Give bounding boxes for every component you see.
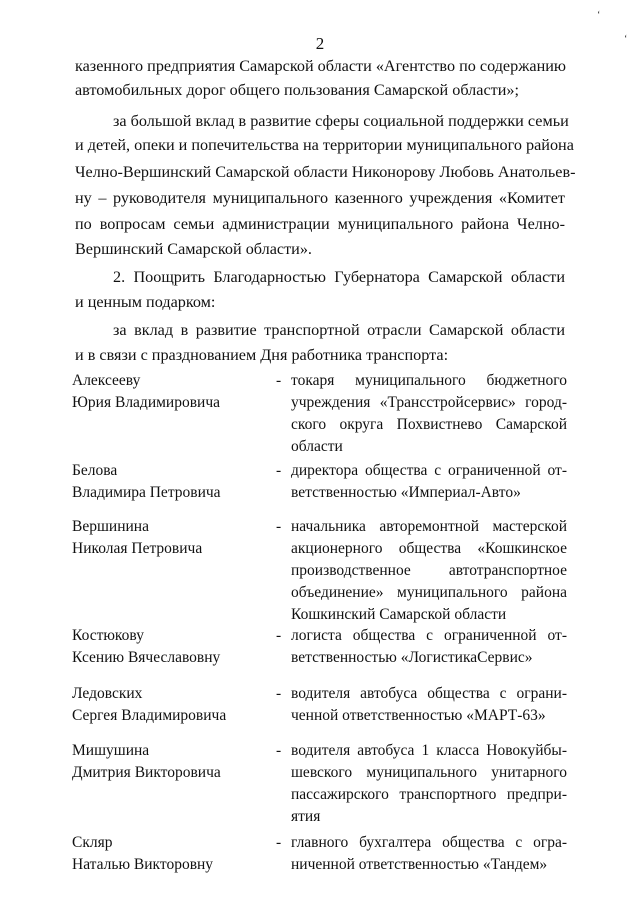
awardee-surname: Мишушина (72, 742, 150, 759)
paragraph-line: Челно-Вершинский Самарской области Никонорову Любовь Анатольев- (75, 163, 576, 181)
awardee-surname: Скляр (72, 834, 113, 851)
awardee-given-names: Юрия Владимировича (72, 394, 221, 411)
paragraph-line: ну – руководителя муниципального казенного учреждения «Комитет (75, 189, 565, 207)
position-line: акционерного общества «Кошкинское (291, 540, 567, 557)
paragraph-line: и детей, опеки и попечительства на территории муниципального района (75, 136, 574, 154)
dash-separator: - (276, 627, 282, 644)
paragraph-line: и в связи с празднованием Дня работника транспорта: (75, 346, 449, 364)
position-line: производственное автотранспортное (291, 562, 567, 579)
awardee-position (291, 370, 567, 458)
page-number: 2 (315, 34, 325, 53)
paragraph-line: и ценным подарком: (75, 293, 216, 311)
paragraph-line: за вклад в развитие транспортной отрасли Самарской области (113, 321, 565, 339)
dash-separator: - (276, 834, 282, 851)
awardee-position (291, 832, 567, 876)
paragraph-line: по вопросам семьи администрации муниципального района Челно- (75, 215, 565, 233)
position-line: учреждения «Трансстройсервис» город- (291, 394, 567, 411)
awardee-position (291, 516, 567, 626)
position-line: шевского муниципального унитарного (291, 764, 567, 781)
paragraph-line: 2. Поощрить Благодарностью Губернатора Самарской области (113, 268, 565, 286)
awardee-surname: Белова (72, 462, 118, 479)
position-line: водителя автобуса общества с ограни- (291, 685, 567, 702)
position-line: логиста общества с ограниченной от- (291, 627, 567, 644)
awardee-surname: Ледовских (72, 685, 143, 702)
awardee-position (291, 740, 567, 828)
position-line: главного бухгалтера общества с огра- (291, 834, 567, 851)
awardee-surname: Вершинина (72, 518, 149, 535)
position-line: ского округа Похвистнево Самарской (291, 416, 567, 433)
position-line: директора общества с ограниченной от- (291, 462, 567, 479)
dash-separator: - (276, 742, 282, 759)
corner-mark: ‘ (624, 34, 628, 45)
paragraph-line: Вершинский Самарской области». (75, 240, 312, 258)
dash-separator: - (276, 518, 282, 535)
awardee-position (291, 683, 567, 727)
position-line: токаря муниципального бюджетного (291, 372, 567, 389)
position-line: области (291, 438, 343, 455)
position-line: ветственностью «ЛогистикаСервис» (291, 649, 533, 666)
position-line: Кошкинский Самарской области (291, 606, 507, 623)
awardee-given-names: Владимира Петровича (72, 484, 221, 501)
awardee-position (291, 625, 567, 669)
awardee-given-names: Ксению Вячеславовну (72, 649, 221, 666)
paragraph-line: за большой вклад в развитие сферы социальной поддержки семьи (113, 112, 569, 130)
awardee-given-names: Дмитрия Викторовича (72, 764, 221, 781)
awardee-surname: Алексееву (72, 372, 141, 389)
position-line: ятия (291, 808, 321, 825)
position-line: объединение» муниципального района (291, 584, 567, 601)
position-line: ветственностью «Империал-Авто» (291, 484, 521, 501)
paragraph-line: казенного предприятия Самарской области «Агентство по содержанию (75, 57, 566, 75)
awardee-surname: Костюкову (72, 627, 144, 644)
position-line: пассажирского транспортного предпри- (291, 786, 567, 803)
awardee-given-names: Сергея Владимировича (72, 707, 227, 724)
dash-separator: - (276, 462, 282, 479)
position-line: ниченной ответственностью «Тандем» (291, 856, 548, 873)
awardee-position (291, 460, 567, 504)
awardee-given-names: Николая Петровича (72, 540, 203, 557)
dash-separator: - (276, 685, 282, 702)
position-line: ченной ответственностью «МАРТ-63» (291, 707, 546, 724)
position-line: водителя автобуса 1 класса Новокуйбы- (291, 742, 567, 759)
position-line: начальника авторемонтной мастерской (291, 518, 567, 535)
paragraph-line: автомобильных дорог общего пользования Самарской области»; (75, 81, 519, 99)
awardee-given-names: Наталью Викторовну (72, 856, 214, 873)
dash-separator: - (276, 372, 282, 389)
corner-mark: ‘ (597, 10, 601, 21)
